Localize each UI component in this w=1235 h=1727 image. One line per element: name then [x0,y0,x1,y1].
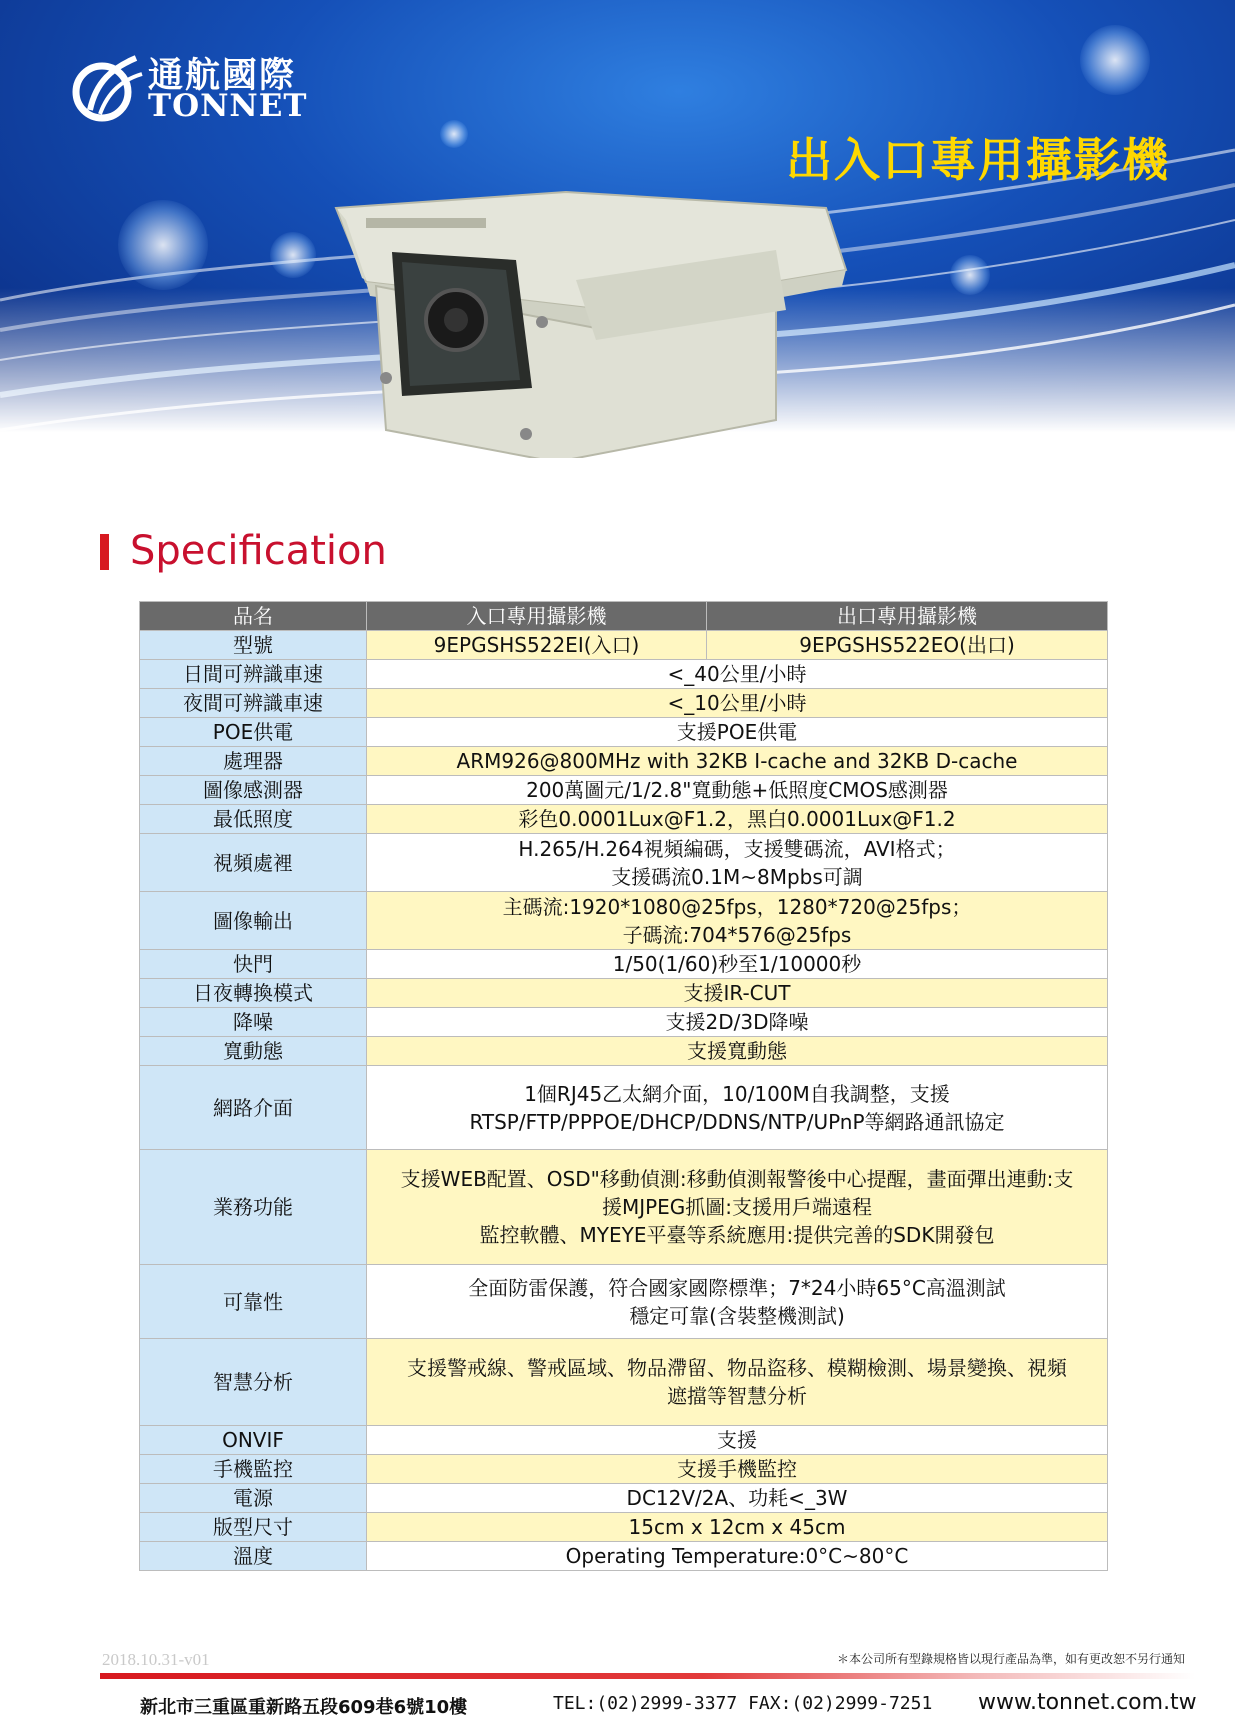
value-line: RTSP/FTP/PPPOE/DHCP/DDNS/NTP/UPnP等網路通訊協定 [469,1109,1005,1134]
table-row [140,1542,1108,1571]
table-row [140,979,1108,1008]
brand-name-cn: 通航國際 [148,56,297,96]
value-line: 彩色0.0001Lux@F1.2，黑白0.0001Lux@F1.2 [518,807,956,831]
value-line: H.265/H.264視頻編碼，支援雙碼流，AVI格式； [518,836,956,861]
table-row [140,1066,1108,1150]
row-value [367,1037,1108,1066]
table-row [140,892,1108,950]
row-label: 電源 [140,1484,367,1513]
row-value [367,979,1108,1008]
row-label: 降噪 [140,1008,367,1037]
row-value [367,1542,1108,1571]
row-label: 溫度 [140,1542,367,1571]
row-label: 智慧分析 [140,1339,367,1426]
table-header-row [140,602,1108,631]
row-label: 手機監控 [140,1455,367,1484]
brand-name-en: TONNET [148,88,308,124]
row-label: 寬動態 [140,1037,367,1066]
table-row [140,776,1108,805]
camera-product-image [306,190,866,458]
table-row [140,1265,1108,1339]
disclaimer: ＊本公司所有型錄規格皆以現行產品為準，如有更改恕不另行通知 [836,1652,1185,1666]
value-line: 遮擋等智慧分析 [667,1384,807,1408]
row-value [367,1339,1108,1426]
value-line: ARM926@800MHz with 32KB I-cache and 32KB D-cache [456,749,1018,773]
value-line: 支援POE供電 [676,720,798,744]
table-row [140,1426,1108,1455]
value-line: 支援IR-CUT [683,981,791,1005]
row-value [367,1513,1108,1542]
value-line: 子碼流:704*576@25fps [622,922,852,947]
row-value [367,1455,1108,1484]
table-row [140,1513,1108,1542]
row-label: 圖像輸出 [140,892,367,950]
table-row [140,805,1108,834]
row-value [367,950,1108,979]
row-label: 快門 [140,950,367,979]
light-bubble [1080,25,1150,95]
tonnet-logo-icon [72,52,144,124]
row-label: 可靠性 [140,1265,367,1339]
value-line: 支援碼流0.1M~8Mpbs可調 [611,864,863,889]
value-line: 援MJPEG抓圖:支援用戶端遠程 [601,1195,873,1219]
heading-accent-bar [100,534,109,570]
row-value [367,1426,1108,1455]
header-label: 品名 [140,602,367,631]
row-value [367,660,1108,689]
row-label: 視頻處裡 [140,834,367,892]
row-label: 夜間可辨識車速 [140,689,367,718]
company-address: 新北市三重區重新路五段609巷6號10樓 [140,1697,468,1718]
value-line: <_40公里/小時 [667,662,807,686]
value-line: 1個RJ45乙太網介面，10/100M自我調整，支援 [524,1081,950,1106]
table-row [140,1150,1108,1265]
model-exit: 9EPGSHS522EO(出口) [707,631,1108,660]
table-row [140,718,1108,747]
value-line: 支援2D/3D降噪 [665,1010,809,1034]
tonnet-logo[interactable] [72,48,340,130]
table-row [140,1339,1108,1426]
header-col1: 入口專用攝影機 [367,602,707,631]
row-label: 日夜轉換模式 [140,979,367,1008]
table-row [140,1455,1108,1484]
company-website[interactable]: www.tonnet.com.tw [978,1690,1197,1715]
row-value [367,892,1108,950]
row-label: 處理器 [140,747,367,776]
row-value [367,834,1108,892]
section-title: Specification [130,528,387,574]
table-row [140,950,1108,979]
value-line: 主碼流:1920*1080@25fps，1280*720@25fps； [502,894,972,919]
table-row [140,660,1108,689]
row-label: 網路介面 [140,1066,367,1150]
row-label: ONVIF [140,1426,367,1455]
row-label: POE供電 [140,718,367,747]
row-value [367,1066,1108,1150]
footer-divider [100,1673,1195,1679]
row-label: 日間可辨識車速 [140,660,367,689]
row-value [367,1484,1108,1513]
row-label: 版型尺寸 [140,1513,367,1542]
hero-title: 出入口專用攝影機 [786,133,1170,187]
value-line: 支援手機監控 [677,1457,797,1481]
value-line: 支援 [717,1428,757,1452]
row-label: 最低照度 [140,805,367,834]
row-value [367,1265,1108,1339]
header-col2: 出口專用攝影機 [707,602,1108,631]
table-row [140,834,1108,892]
value-line: 穩定可靠(含裝整機測試) [629,1303,845,1328]
table-row [140,747,1108,776]
value-line: 支援寬動態 [687,1039,787,1063]
table-row-model [140,631,1108,660]
row-label: 業務功能 [140,1150,367,1265]
row-value [367,1150,1108,1265]
light-bubble [440,120,468,148]
value-line: 200萬圖元/1/2.8"寬動態+低照度CMOS感測器 [526,778,948,802]
table-row [140,689,1108,718]
version-stamp: 2018.10.31-v01 [102,1650,210,1669]
table-row [140,1008,1108,1037]
row-value [367,1008,1108,1037]
model-entry: 9EPGSHS522EI(入口) [367,631,707,660]
spec-table [139,601,1108,1571]
hero-banner [0,0,1235,458]
table-row [140,1484,1108,1513]
company-contact: TEL:(02)2999-3377 FAX:(02)2999-7251 [553,1693,933,1714]
value-line: DC12V/2A、功耗<_3W [626,1486,848,1510]
row-value [367,805,1108,834]
table-row [140,1037,1108,1066]
row-value [367,776,1108,805]
value-line: 監控軟體、MYEYE平臺等系統應用:提供完善的SDK開發包 [479,1223,995,1247]
value-line: 1/50(1/60)秒至1/10000秒 [612,952,862,976]
light-bubble [118,200,208,290]
value-line: 全面防雷保護，符合國家國際標準；7*24小時65°C高溫測試 [468,1275,1006,1300]
value-line: 15cm x 12cm x 45cm [628,1515,846,1539]
value-line: Operating Temperature:0°C~80°C [565,1544,909,1568]
value-line: 支援WEB配置、OSD"移動偵測:移動偵測報警後中心提醒，畫面彈出連動:支 [400,1167,1074,1191]
row-value [367,747,1108,776]
row-value [367,689,1108,718]
value-line: 支援警戒線、警戒區域、物品滯留、物品盜移、模糊檢測、場景變換、視頻 [407,1356,1067,1380]
row-value [367,718,1108,747]
row-label: 圖像感測器 [140,776,367,805]
row-label: 型號 [140,631,367,660]
value-line: <_10公里/小時 [667,691,807,715]
